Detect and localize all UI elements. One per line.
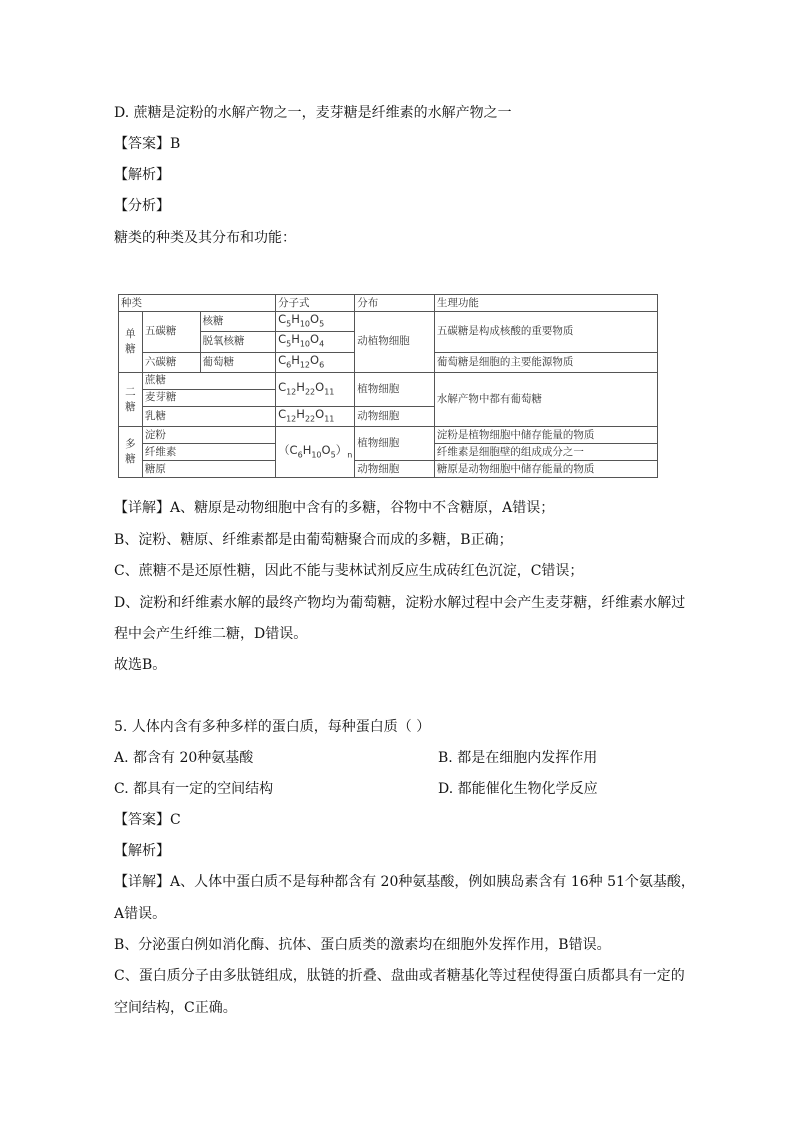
- dist-animal-2: 动物细胞: [355, 461, 435, 478]
- q5-detail-b: B、分泌蛋白例如消化酶、抗体、蛋白质类的激素均在细胞外发挥作用，B错误。: [114, 937, 611, 953]
- group-poly: 多糖: [119, 427, 143, 478]
- detail-d-line2: 程中会产生纤维二糖，D错误。: [114, 626, 308, 642]
- func-five-carbon: 五碳糖是构成核酸的重要物质: [434, 312, 657, 353]
- header-distribution: 分布: [355, 295, 435, 312]
- formula-glucose: $C_6H_{12}O_6$: [276, 352, 355, 372]
- sucrose-label: 蔗糖: [142, 372, 275, 389]
- five-carbon-label: 五碳糖: [142, 312, 200, 353]
- glucose-label: 葡萄糖: [200, 352, 276, 372]
- q5-option-d: D. 都能催化生物化学反应: [438, 781, 598, 797]
- detail-d-line1: D、淀粉和纤维素水解的最终产物均为葡萄糖，淀粉水解过程中会产生麦芽糖，纤维素水解过: [114, 595, 686, 611]
- analysis-heading: 【解析】: [114, 167, 170, 183]
- sugar-table: [118, 294, 658, 478]
- six-carbon-label: 六碳糖: [142, 352, 200, 372]
- header-function: 生理功能: [434, 295, 657, 312]
- detail-a: 【详解】A、糖原是动物细胞中含有的多糖，谷物中不含糖原，A错误；: [114, 500, 555, 516]
- func-starch: 淀粉是植物细胞中储存能量的物质: [434, 427, 657, 444]
- group-mono: 单糖: [119, 312, 143, 373]
- formula-di-1: $C_{12}H_{22}O_{11}$: [276, 372, 355, 406]
- deoxyribose-label: 脱氧核糖: [200, 332, 276, 352]
- answer-label: 【答案】B: [114, 136, 181, 152]
- header-type: 种类: [119, 295, 276, 312]
- q5-option-b: B. 都是在细胞内发挥作用: [438, 750, 598, 766]
- option-d-text: D. 蔗糖是淀粉的水解产物之一，麦芽糖是纤维素的水解产物之一: [114, 105, 512, 121]
- fenxi-heading: 【分析】: [114, 198, 170, 214]
- choose-answer: 故选B。: [114, 657, 167, 673]
- starch-label: 淀粉: [142, 427, 275, 444]
- glycogen-label: 糖原: [142, 461, 275, 478]
- lactose-label: 乳糖: [142, 406, 275, 426]
- func-disaccharide: 水解产物中都有葡萄糖: [434, 372, 657, 426]
- dist-animal: 动物细胞: [355, 406, 435, 426]
- formula-ribose: $C_5H_{10}O_5$: [276, 312, 355, 332]
- ribose-label: 核糖: [200, 312, 276, 332]
- detail-b: B、淀粉、糖原、纤维素都是由葡萄糖聚合而成的多糖，B正确；: [114, 532, 513, 548]
- table-intro: 糖类的种类及其分布和功能：: [114, 230, 296, 246]
- dist-plant-2: 植物细胞: [355, 427, 435, 461]
- q5-detail-a-line1: 【详解】A、人体中蛋白质不是每种都含有 20种氨基酸，例如胰岛素含有 16种 51个氨基酸，: [114, 874, 695, 890]
- group-di: 二糖: [119, 372, 143, 426]
- detail-c: C、蔗糖不是还原性糖，因此不能与斐林试剂反应生成砖红色沉淀，C错误；: [114, 563, 584, 579]
- q5-detail-c-line1: C、蛋白质分子由多肽链组成，肽链的折叠、盘曲或者糖基化等过程使得蛋白质都具有一定的: [114, 968, 685, 984]
- func-glycogen: 糖原是动物细胞中储存能量的物质: [434, 461, 657, 478]
- maltose-label: 麦芽糖: [142, 389, 275, 406]
- header-formula: 分子式: [276, 295, 355, 312]
- q5-option-a: A. 都含有 20种氨基酸: [114, 750, 254, 766]
- cellulose-label: 纤维素: [142, 444, 275, 461]
- q5-option-c: C. 都具有一定的空间结构: [114, 781, 274, 797]
- analysis-heading-2: 【解析】: [114, 843, 170, 859]
- answer-label-2: 【答案】C: [114, 812, 181, 828]
- dist-animal-plant: 动植物细胞: [355, 312, 435, 373]
- func-glucose: 葡萄糖是细胞的主要能源物质: [434, 352, 657, 372]
- formula-poly: $(C_6H_{10}O_5)_n$: [276, 427, 355, 478]
- question-5-stem: 5. 人体内含有多种多样的蛋白质，每种蛋白质（ ）: [114, 719, 431, 735]
- q5-detail-c-line2: 空间结构，C正确。: [114, 1000, 237, 1016]
- dist-plant: 植物细胞: [355, 372, 435, 406]
- formula-deoxyribose: $C_5H_{10}O_4$: [276, 332, 355, 352]
- q5-detail-a-line2: A错误。: [114, 906, 167, 922]
- formula-di-2: $C_{12}H_{22}O_{11}$: [276, 406, 355, 426]
- func-cellulose: 纤维素是细胞壁的组成成分之一: [434, 444, 657, 461]
